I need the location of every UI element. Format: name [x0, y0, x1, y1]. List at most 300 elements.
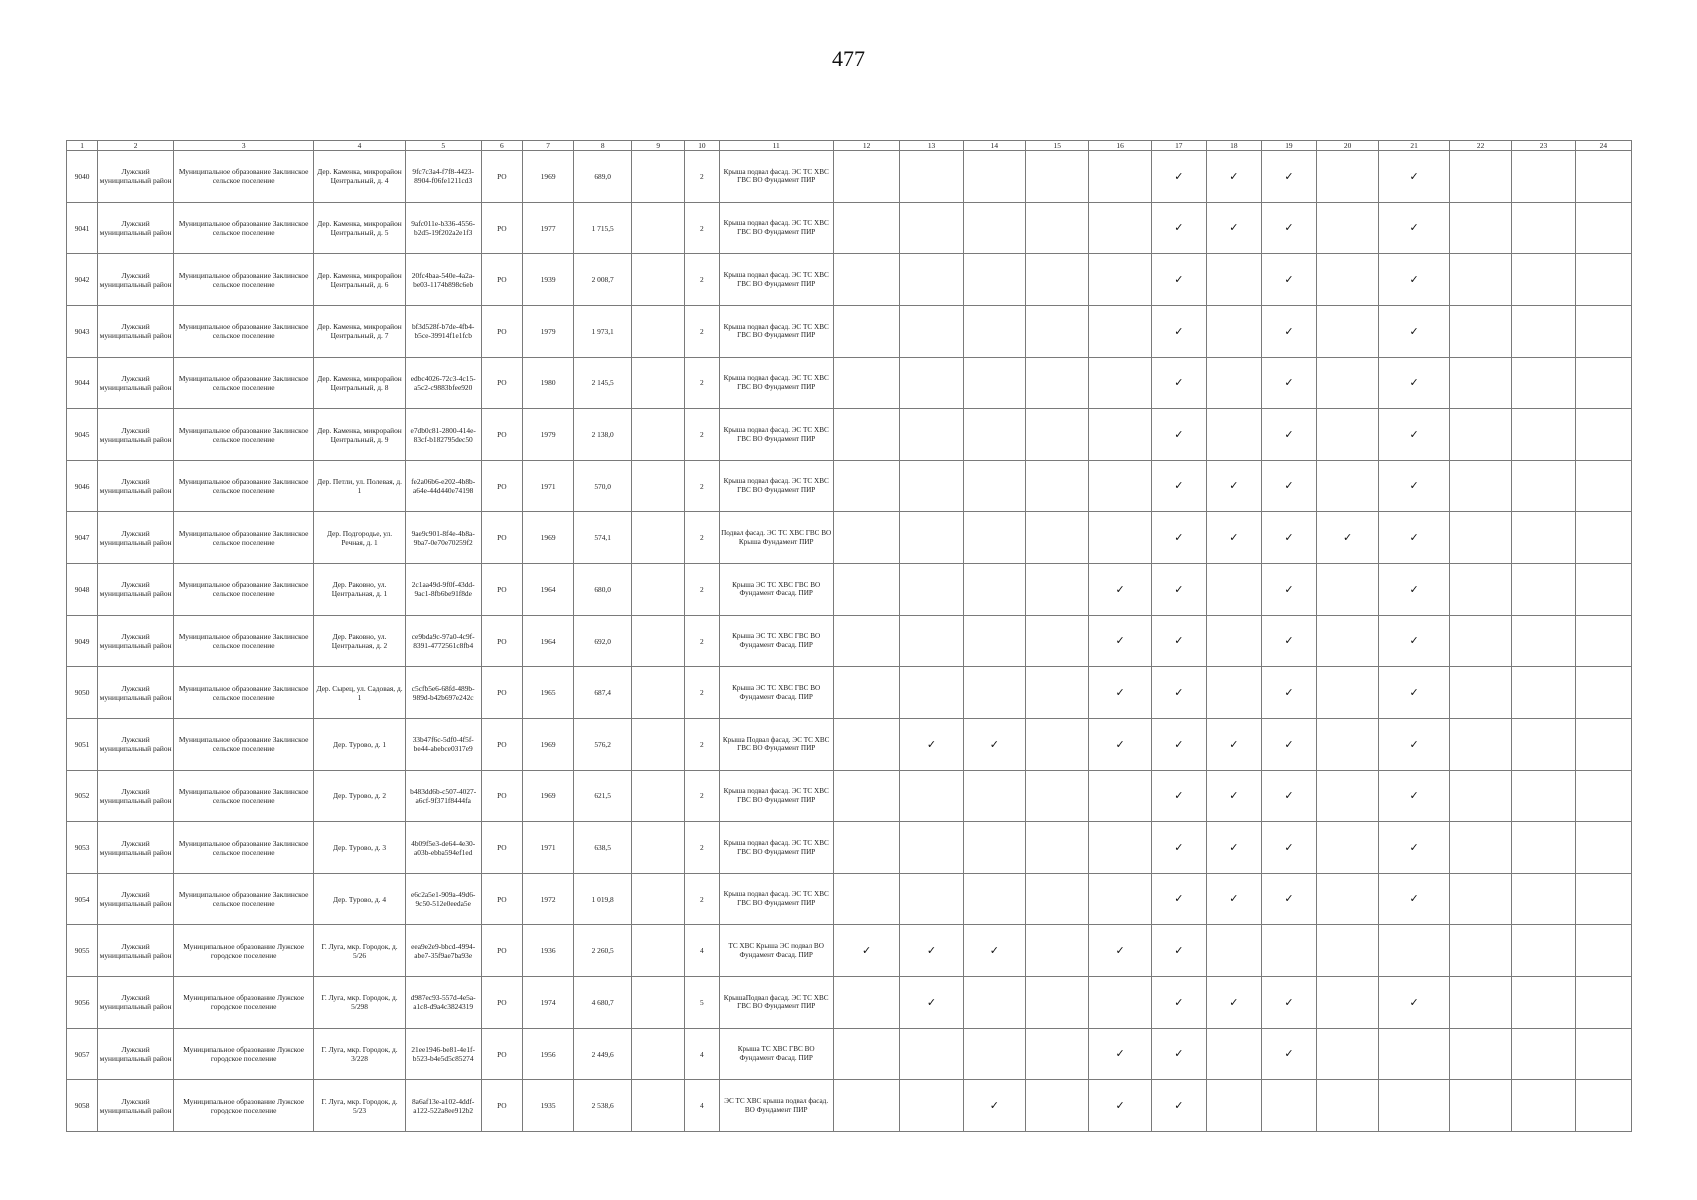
empty-cell — [1089, 512, 1151, 564]
check-mark-icon: ✓ — [1379, 151, 1450, 203]
works-cell: Крыша ЭС ТС ХВС ГВС ВО Фундамент Фасад. ПИР — [719, 564, 833, 616]
district-cell: Лужский муниципальный район — [98, 873, 174, 925]
floors-cell: 5 — [685, 977, 719, 1029]
check-mark-icon: ✓ — [1206, 512, 1261, 564]
check-mark-icon: ✓ — [1261, 977, 1316, 1029]
empty-cell — [900, 667, 963, 719]
year-cell: 1974 — [523, 977, 574, 1029]
empty-cell — [1089, 305, 1151, 357]
check-mark-icon: ✓ — [1151, 1080, 1206, 1132]
floors-cell: 2 — [685, 151, 719, 203]
row-number: 9040 — [67, 151, 98, 203]
empty-cell — [1089, 977, 1151, 1029]
district-cell: Лужский муниципальный район — [98, 770, 174, 822]
empty-cell — [1512, 977, 1575, 1029]
check-mark-icon: ✓ — [900, 925, 963, 977]
col9-cell — [632, 254, 685, 306]
empty-cell — [963, 667, 1025, 719]
form-cell: РО — [481, 1028, 523, 1080]
empty-cell — [1379, 1028, 1450, 1080]
table-row — [67, 770, 1632, 822]
area-cell: 692,0 — [574, 615, 632, 667]
guid-cell: ce9bda9c-97a0-4c9f-8391-4772561c8fb4 — [405, 615, 481, 667]
check-mark-icon: ✓ — [1151, 718, 1206, 770]
row-number: 9052 — [67, 770, 98, 822]
works-cell: Крыша подвал фасад. ЭС ТС ХВС ГВС ВО Фундамент ПИР — [719, 770, 833, 822]
empty-cell — [1449, 305, 1511, 357]
works-cell: Крыша подвал фасад. ЭС ТС ХВС ГВС ВО Фундамент ПИР — [719, 822, 833, 874]
check-mark-icon: ✓ — [1261, 564, 1316, 616]
address-cell: Дер. Раковно, ул. Центральная, д. 2 — [314, 615, 405, 667]
area-cell: 638,5 — [574, 822, 632, 874]
guid-cell: 9ae9c901-8f4e-4b8a-9ba7-0e70e70259f2 — [405, 512, 481, 564]
district-cell: Лужский муниципальный район — [98, 202, 174, 254]
row-number: 9043 — [67, 305, 98, 357]
empty-cell — [1512, 151, 1575, 203]
district-cell: Лужский муниципальный район — [98, 409, 174, 461]
guid-cell: edbc4026-72c3-4c15-a5c2-c9883bfee920 — [405, 357, 481, 409]
column-header-23: 23 — [1512, 141, 1575, 151]
table-row — [67, 873, 1632, 925]
empty-cell — [963, 151, 1025, 203]
empty-cell — [1449, 512, 1511, 564]
year-cell: 1969 — [523, 770, 574, 822]
column-header-22: 22 — [1449, 141, 1511, 151]
floors-cell: 4 — [685, 1080, 719, 1132]
empty-cell — [1316, 770, 1378, 822]
address-cell: Дер. Каменка, микрорайон Центральный, д. 9 — [314, 409, 405, 461]
column-header-19: 19 — [1261, 141, 1316, 151]
form-cell: РО — [481, 822, 523, 874]
empty-cell — [1089, 409, 1151, 461]
empty-cell — [1512, 564, 1575, 616]
area-cell: 689,0 — [574, 151, 632, 203]
col9-cell — [632, 822, 685, 874]
empty-cell — [1449, 718, 1511, 770]
district-cell: Лужский муниципальный район — [98, 718, 174, 770]
column-header-14: 14 — [963, 141, 1025, 151]
district-cell: Лужский муниципальный район — [98, 512, 174, 564]
year-cell: 1980 — [523, 357, 574, 409]
area-cell: 2 538,6 — [574, 1080, 632, 1132]
empty-cell — [963, 1028, 1025, 1080]
row-number: 9044 — [67, 357, 98, 409]
empty-cell — [1512, 718, 1575, 770]
check-mark-icon: ✓ — [1206, 151, 1261, 203]
empty-cell — [1575, 770, 1631, 822]
works-cell: Крыша подвал фасад. ЭС ТС ХВС ГВС ВО Фундамент ПИР — [719, 151, 833, 203]
form-cell: РО — [481, 357, 523, 409]
empty-cell — [1449, 1080, 1511, 1132]
empty-cell — [1316, 1028, 1378, 1080]
area-cell: 687,4 — [574, 667, 632, 719]
address-cell: Г. Луга, мкр. Городок, д. 5/298 — [314, 977, 405, 1029]
floors-cell: 2 — [685, 409, 719, 461]
empty-cell — [1316, 460, 1378, 512]
empty-cell — [900, 564, 963, 616]
empty-cell — [1316, 357, 1378, 409]
empty-cell — [1261, 925, 1316, 977]
column-header-13: 13 — [900, 141, 963, 151]
empty-cell — [1512, 615, 1575, 667]
check-mark-icon: ✓ — [1261, 151, 1316, 203]
empty-cell — [1512, 1080, 1575, 1132]
check-mark-icon: ✓ — [833, 925, 900, 977]
check-mark-icon: ✓ — [1261, 770, 1316, 822]
column-header-1: 1 — [67, 141, 98, 151]
empty-cell — [963, 822, 1025, 874]
floors-cell: 2 — [685, 564, 719, 616]
address-cell: Дер. Подгородье, ул. Речная, д. 1 — [314, 512, 405, 564]
guid-cell: 8a6af13e-a102-4ddf-a122-522a8ee912b2 — [405, 1080, 481, 1132]
district-cell: Лужский муниципальный район — [98, 305, 174, 357]
row-number: 9058 — [67, 1080, 98, 1132]
check-mark-icon: ✓ — [1379, 615, 1450, 667]
year-cell: 1979 — [523, 409, 574, 461]
check-mark-icon: ✓ — [963, 1080, 1025, 1132]
check-mark-icon: ✓ — [1261, 667, 1316, 719]
check-mark-icon: ✓ — [1379, 357, 1450, 409]
address-cell: Г. Луга, мкр. Городок, д. 3/228 — [314, 1028, 405, 1080]
address-cell: Дер. Каменка, микрорайон Центральный, д. 4 — [314, 151, 405, 203]
address-cell: Г. Луга, мкр. Городок, д. 5/26 — [314, 925, 405, 977]
area-cell: 680,0 — [574, 564, 632, 616]
check-mark-icon: ✓ — [1379, 822, 1450, 874]
guid-cell: 9fc7c3a4-f7f8-4423-8904-f06fe1211cd3 — [405, 151, 481, 203]
guid-cell: 4b09f5e3-de64-4e30-a03b-ebba594ef1ed — [405, 822, 481, 874]
empty-cell — [833, 615, 900, 667]
district-cell: Лужский муниципальный район — [98, 151, 174, 203]
district-cell: Лужский муниципальный район — [98, 822, 174, 874]
row-number: 9054 — [67, 873, 98, 925]
empty-cell — [833, 409, 900, 461]
row-number: 9046 — [67, 460, 98, 512]
empty-cell — [833, 512, 900, 564]
column-header-16: 16 — [1089, 141, 1151, 151]
col9-cell — [632, 564, 685, 616]
address-cell: Дер. Сырец, ул. Садовая, д. 1 — [314, 667, 405, 719]
check-mark-icon: ✓ — [1206, 718, 1261, 770]
empty-cell — [1575, 460, 1631, 512]
table-body — [67, 141, 1632, 1132]
empty-cell — [1026, 202, 1089, 254]
table-row — [67, 718, 1632, 770]
guid-cell: 9afc011e-b336-4556-b2d5-19f202a2e1f3 — [405, 202, 481, 254]
check-mark-icon: ✓ — [1151, 202, 1206, 254]
empty-cell — [1512, 357, 1575, 409]
empty-cell — [1206, 564, 1261, 616]
empty-cell — [1316, 151, 1378, 203]
col9-cell — [632, 1028, 685, 1080]
area-cell: 1 019,8 — [574, 873, 632, 925]
check-mark-icon: ✓ — [1151, 151, 1206, 203]
guid-cell: fe2a06b6-e202-4b8b-a64e-44d440e74198 — [405, 460, 481, 512]
empty-cell — [900, 873, 963, 925]
empty-cell — [1575, 151, 1631, 203]
check-mark-icon: ✓ — [1151, 1028, 1206, 1080]
empty-cell — [1316, 1080, 1378, 1132]
empty-cell — [1316, 564, 1378, 616]
empty-cell — [1575, 718, 1631, 770]
empty-cell — [1026, 254, 1089, 306]
empty-cell — [1512, 409, 1575, 461]
form-cell: РО — [481, 512, 523, 564]
form-cell: РО — [481, 151, 523, 203]
empty-cell — [1575, 873, 1631, 925]
column-header-15: 15 — [1026, 141, 1089, 151]
check-mark-icon: ✓ — [1261, 615, 1316, 667]
empty-cell — [1316, 409, 1378, 461]
empty-cell — [900, 254, 963, 306]
empty-cell — [1379, 1080, 1450, 1132]
empty-cell — [1449, 1028, 1511, 1080]
empty-cell — [1449, 925, 1511, 977]
col9-cell — [632, 512, 685, 564]
empty-cell — [900, 512, 963, 564]
column-header-21: 21 — [1379, 141, 1450, 151]
check-mark-icon: ✓ — [1151, 822, 1206, 874]
empty-cell — [1026, 460, 1089, 512]
col9-cell — [632, 202, 685, 254]
area-cell: 621,5 — [574, 770, 632, 822]
guid-cell: e7db0c81-2800-414e-83cf-b182795dec50 — [405, 409, 481, 461]
address-cell: Дер. Турово, д. 2 — [314, 770, 405, 822]
works-cell: Крыша подвал фасад. ЭС ТС ХВС ГВС ВО Фундамент ПИР — [719, 409, 833, 461]
floors-cell: 2 — [685, 254, 719, 306]
works-cell: Крыша ЭС ТС ХВС ГВС ВО Фундамент Фасад. ПИР — [719, 615, 833, 667]
empty-cell — [900, 357, 963, 409]
guid-cell: 2c1aa49d-9f0f-43dd-9ac1-8fb6be91f8de — [405, 564, 481, 616]
municipality-cell: Муниципальное образование Заклинское сельское поселение — [174, 254, 314, 306]
empty-cell — [1026, 770, 1089, 822]
municipality-cell: Муниципальное образование Заклинское сельское поселение — [174, 718, 314, 770]
empty-cell — [833, 770, 900, 822]
municipality-cell: Муниципальное образование Заклинское сельское поселение — [174, 409, 314, 461]
empty-cell — [1575, 1028, 1631, 1080]
empty-cell — [1089, 873, 1151, 925]
empty-cell — [833, 202, 900, 254]
area-cell: 570,0 — [574, 460, 632, 512]
check-mark-icon: ✓ — [1151, 564, 1206, 616]
guid-cell: d987ec93-557d-4e5a-a1c8-d9a4c3824319 — [405, 977, 481, 1029]
check-mark-icon: ✓ — [1379, 202, 1450, 254]
municipality-cell: Муниципальное образование Лужское городское поселение — [174, 977, 314, 1029]
guid-cell: c5cfb5e6-68fd-489b-989d-b42b697e242c — [405, 667, 481, 719]
year-cell: 1972 — [523, 873, 574, 925]
address-cell: Дер. Раковно, ул. Центральная, д. 1 — [314, 564, 405, 616]
form-cell: РО — [481, 564, 523, 616]
check-mark-icon: ✓ — [1379, 409, 1450, 461]
row-number: 9048 — [67, 564, 98, 616]
empty-cell — [1449, 615, 1511, 667]
empty-cell — [1575, 977, 1631, 1029]
table-row — [67, 977, 1632, 1029]
col9-cell — [632, 873, 685, 925]
area-cell: 1 715,5 — [574, 202, 632, 254]
municipality-cell: Муниципальное образование Заклинское сельское поселение — [174, 667, 314, 719]
check-mark-icon: ✓ — [1089, 925, 1151, 977]
municipality-cell: Муниципальное образование Заклинское сельское поселение — [174, 357, 314, 409]
check-mark-icon: ✓ — [900, 718, 963, 770]
guid-cell: eea9e2e9-bbcd-4994-abe7-35f9ae7ba93e — [405, 925, 481, 977]
check-mark-icon: ✓ — [1151, 305, 1206, 357]
column-header-4: 4 — [314, 141, 405, 151]
empty-cell — [1512, 254, 1575, 306]
column-header-2: 2 — [98, 141, 174, 151]
row-number: 9051 — [67, 718, 98, 770]
check-mark-icon: ✓ — [1151, 667, 1206, 719]
empty-cell — [1089, 357, 1151, 409]
empty-cell — [1261, 1080, 1316, 1132]
area-cell: 2 008,7 — [574, 254, 632, 306]
empty-cell — [833, 873, 900, 925]
address-cell: Дер. Каменка, микрорайон Центральный, д. 6 — [314, 254, 405, 306]
col9-cell — [632, 409, 685, 461]
check-mark-icon: ✓ — [963, 718, 1025, 770]
area-cell: 2 138,0 — [574, 409, 632, 461]
municipality-cell: Муниципальное образование Заклинское сельское поселение — [174, 460, 314, 512]
empty-cell — [1316, 305, 1378, 357]
form-cell: РО — [481, 667, 523, 719]
empty-cell — [1449, 977, 1511, 1029]
municipality-cell: Муниципальное образование Заклинское сельское поселение — [174, 873, 314, 925]
address-cell: Дер. Турово, д. 1 — [314, 718, 405, 770]
year-cell: 1979 — [523, 305, 574, 357]
empty-cell — [1575, 357, 1631, 409]
table-row — [67, 202, 1632, 254]
municipality-cell: Муниципальное образование Заклинское сельское поселение — [174, 564, 314, 616]
table-row — [67, 822, 1632, 874]
column-header-10: 10 — [685, 141, 719, 151]
empty-cell — [1449, 151, 1511, 203]
check-mark-icon: ✓ — [1261, 254, 1316, 306]
year-cell: 1969 — [523, 512, 574, 564]
check-mark-icon: ✓ — [1379, 977, 1450, 1029]
check-mark-icon: ✓ — [1206, 873, 1261, 925]
table-row — [67, 925, 1632, 977]
works-cell: ТС ХВС Крыша ЭС подвал ВО Фундамент Фасад. ПИР — [719, 925, 833, 977]
empty-cell — [1449, 460, 1511, 512]
works-cell: Крыша ТС ХВС ГВС ВО Фундамент Фасад. ПИР — [719, 1028, 833, 1080]
check-mark-icon: ✓ — [1151, 512, 1206, 564]
check-mark-icon: ✓ — [1379, 254, 1450, 306]
municipality-cell: Муниципальное образование Заклинское сельское поселение — [174, 202, 314, 254]
check-mark-icon: ✓ — [1151, 254, 1206, 306]
table-row — [67, 1080, 1632, 1132]
col9-cell — [632, 718, 685, 770]
empty-cell — [833, 718, 900, 770]
floors-cell: 2 — [685, 512, 719, 564]
form-cell: РО — [481, 925, 523, 977]
form-cell: РО — [481, 770, 523, 822]
district-cell: Лужский муниципальный район — [98, 615, 174, 667]
empty-cell — [1575, 305, 1631, 357]
area-cell: 576,2 — [574, 718, 632, 770]
empty-cell — [1206, 1028, 1261, 1080]
row-number: 9045 — [67, 409, 98, 461]
empty-cell — [900, 409, 963, 461]
area-cell: 2 145,5 — [574, 357, 632, 409]
form-cell: РО — [481, 202, 523, 254]
check-mark-icon: ✓ — [1206, 770, 1261, 822]
district-cell: Лужский муниципальный район — [98, 977, 174, 1029]
empty-cell — [1206, 925, 1261, 977]
empty-cell — [1316, 667, 1378, 719]
works-cell: Крыша подвал фасад. ЭС ТС ХВС ГВС ВО Фундамент ПИР — [719, 305, 833, 357]
empty-cell — [1026, 305, 1089, 357]
empty-cell — [1026, 925, 1089, 977]
column-header-18: 18 — [1206, 141, 1261, 151]
check-mark-icon: ✓ — [1206, 977, 1261, 1029]
housing-register-table — [66, 140, 1632, 1132]
municipality-cell: Муниципальное образование Заклинское сельское поселение — [174, 151, 314, 203]
check-mark-icon: ✓ — [1206, 460, 1261, 512]
form-cell: РО — [481, 409, 523, 461]
empty-cell — [963, 564, 1025, 616]
table-row — [67, 512, 1632, 564]
empty-cell — [963, 873, 1025, 925]
check-mark-icon: ✓ — [1261, 409, 1316, 461]
empty-cell — [1575, 202, 1631, 254]
check-mark-icon: ✓ — [1206, 202, 1261, 254]
empty-cell — [1206, 357, 1261, 409]
check-mark-icon: ✓ — [1261, 357, 1316, 409]
col9-cell — [632, 151, 685, 203]
guid-cell: bf3d528f-b7de-4fb4-b5ce-39914f1e1fcb — [405, 305, 481, 357]
district-cell: Лужский муниципальный район — [98, 357, 174, 409]
municipality-cell: Муниципальное образование Заклинское сельское поселение — [174, 615, 314, 667]
empty-cell — [1575, 615, 1631, 667]
municipality-cell: Муниципальное образование Лужское городское поселение — [174, 1080, 314, 1132]
check-mark-icon: ✓ — [1089, 615, 1151, 667]
check-mark-icon: ✓ — [1379, 512, 1450, 564]
guid-cell: e6c2a5e1-909a-49d6-9c50-512e0eeda5e — [405, 873, 481, 925]
empty-cell — [1206, 254, 1261, 306]
empty-cell — [1449, 357, 1511, 409]
year-cell: 1971 — [523, 460, 574, 512]
check-mark-icon: ✓ — [1089, 564, 1151, 616]
table-row — [67, 667, 1632, 719]
check-mark-icon: ✓ — [1379, 460, 1450, 512]
empty-cell — [1449, 822, 1511, 874]
row-number: 9049 — [67, 615, 98, 667]
check-mark-icon: ✓ — [1379, 718, 1450, 770]
guid-cell: b483dd6b-c507-4027-a6cf-9f371f8444fa — [405, 770, 481, 822]
empty-cell — [900, 202, 963, 254]
empty-cell — [1316, 925, 1378, 977]
check-mark-icon: ✓ — [1206, 822, 1261, 874]
district-cell: Лужский муниципальный район — [98, 1028, 174, 1080]
form-cell: РО — [481, 254, 523, 306]
year-cell: 1939 — [523, 254, 574, 306]
empty-cell — [1575, 925, 1631, 977]
empty-cell — [1026, 409, 1089, 461]
empty-cell — [833, 151, 900, 203]
check-mark-icon: ✓ — [1151, 409, 1206, 461]
works-cell: КрышаПодвал фасад. ЭС ТС ХВС ГВС ВО Фундамент ПИР — [719, 977, 833, 1029]
works-cell: Крыша подвал фасад. ЭС ТС ХВС ГВС ВО Фундамент ПИР — [719, 460, 833, 512]
floors-cell: 4 — [685, 1028, 719, 1080]
floors-cell: 2 — [685, 460, 719, 512]
works-cell: Подвал фасад. ЭС ТС ХВС ГВС ВО Крыша Фундамент ПИР — [719, 512, 833, 564]
check-mark-icon: ✓ — [1379, 873, 1450, 925]
empty-cell — [1512, 925, 1575, 977]
empty-cell — [1089, 202, 1151, 254]
empty-cell — [1026, 1080, 1089, 1132]
col9-cell — [632, 667, 685, 719]
address-cell: Дер. Каменка, микрорайон Центральный, д. 5 — [314, 202, 405, 254]
empty-cell — [1316, 202, 1378, 254]
